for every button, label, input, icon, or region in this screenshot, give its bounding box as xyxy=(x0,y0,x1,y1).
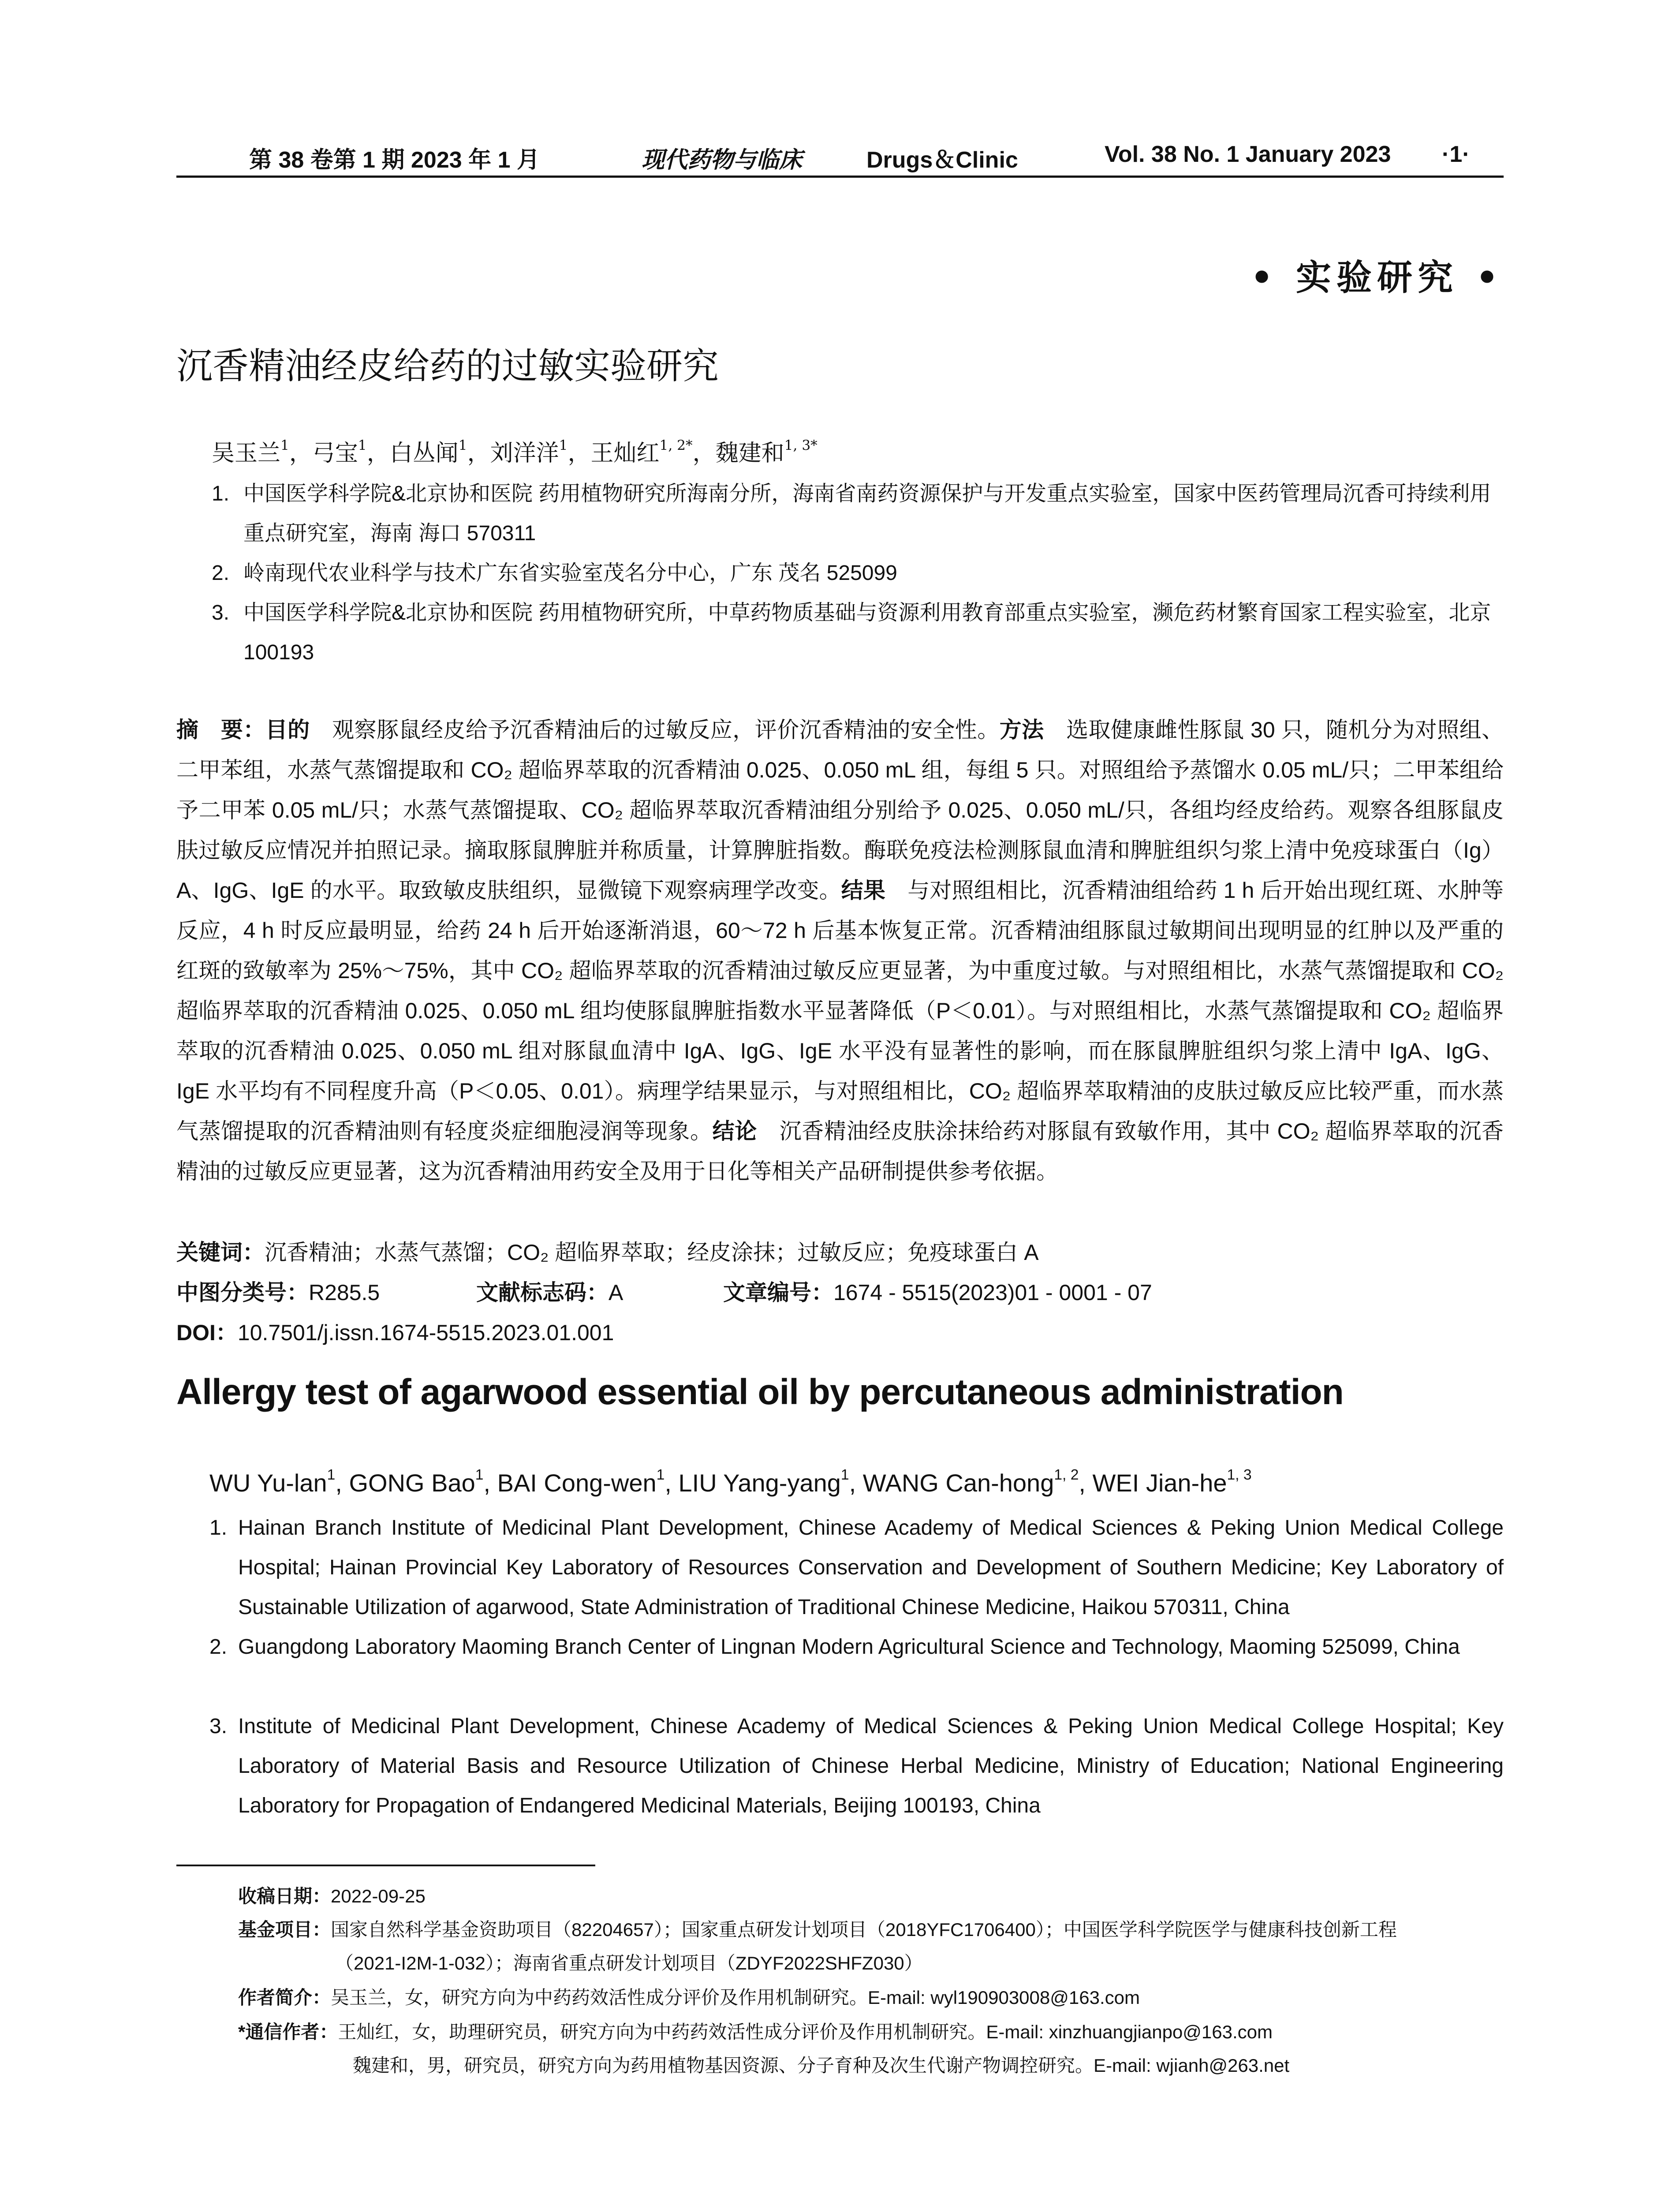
author-name: GONG Bao xyxy=(349,1469,475,1497)
author-affiliation-sup: 1 xyxy=(559,437,568,454)
affiliation-en-1 xyxy=(209,1508,1504,1627)
author-name: 魏建和 xyxy=(715,440,784,467)
author-affiliation-sup: 1 xyxy=(280,437,289,454)
affiliation-number: 1. xyxy=(209,1516,228,1540)
title-en: Allergy test of agarwood essential oil by percutaneous administration xyxy=(176,1372,1344,1412)
author-name: WANG Can-hong xyxy=(862,1469,1054,1497)
objective-label: 目的 xyxy=(265,718,310,742)
author-affiliation-sup: 1, 2 xyxy=(1054,1467,1079,1484)
footnote-fund xyxy=(238,1913,1397,1947)
author-affiliation-sup: 1 xyxy=(458,437,467,454)
authors-cn: 吴玉兰$^1$，弓宝$^1$，白丛闻$^1$，刘洋洋$^1$，王灿红$^{1, 2*}$，魏建和$^{1, 3*}$ xyxy=(212,437,818,467)
author-affiliation-sup: 1 xyxy=(656,1467,665,1484)
author-name: BAI Cong-wen xyxy=(497,1469,657,1497)
corresponding-text-1: 王灿红，女，助理研究员，研究方向为中药药效活性成分评价及作用机制研究。E-mail: xinzhuangjianpo@163.com xyxy=(338,2022,1273,2042)
conclusion-label: 结论 xyxy=(712,1119,757,1144)
affiliation-cn-3 xyxy=(212,593,1504,673)
author-affiliation-sup: 1, 2* xyxy=(659,437,693,454)
affiliation-number: 2. xyxy=(209,1635,228,1659)
affiliation-number: 3. xyxy=(209,1715,228,1738)
affiliation-text: 中国医学科学院&北京协和医院 药用植物研究所海南分所，海南省南药资源保护与开发重点实验室，国家中医药管理局沉香可持续利用重点研究室，海南 海口 570311 xyxy=(243,482,1491,545)
header-page-number: ·1· xyxy=(1442,142,1470,167)
received-date: 2022-09-25 xyxy=(331,1886,426,1906)
affiliation-cn-2 xyxy=(212,553,1504,593)
author-affiliation-sup: 1 xyxy=(327,1467,336,1484)
affiliation-number: 1. xyxy=(212,482,230,505)
doi-label: DOI： xyxy=(176,1320,238,1345)
clc-value: R285.5 xyxy=(309,1280,380,1305)
affiliation-en-3 xyxy=(209,1707,1504,1826)
header-issue-cn: 第 38 卷第 1 期 2023 年 1 月 xyxy=(249,147,540,173)
header-journal-en: Drugs＆Clinic xyxy=(866,147,1018,173)
author-name: WU Yu-lan xyxy=(209,1469,327,1497)
conclusion-text: 沉香精油经皮肤涂抹给药对豚鼠有致敏作用，其中 CO₂ 超临界萃取的沉香精油的过敏反应更显著，这为沉香精油用药安全及用于日化等相关产品研制提供参考依据。 xyxy=(176,1119,1504,1184)
footnote-fund-cont: （2021-I2M-1-032）；海南省重点研发计划项目（ZDYF2022SHFZ030） xyxy=(335,1953,923,1973)
footnote-rule xyxy=(176,1865,595,1866)
keywords xyxy=(176,1233,1504,1273)
affiliation-text: Guangdong Laboratory Maoming Branch Center of Lingnan Modern Agricultural Science and Technology, Maoming 525099, China xyxy=(238,1635,1460,1659)
author-name: 白丛闻 xyxy=(389,440,459,467)
author-name: 王灿红 xyxy=(590,440,660,467)
results-text: 与对照组相比，沉香精油组给药 1 h 后开始出现红斑、水肿等反应，4 h 时反应最明显，给药 24 h 后开始逐渐消退，60～72 h 后基本恢复正常。沉香精油组豚鼠过敏期间出现明显的红肿以及严重的红斑的致敏率为 25%～75%，其中 CO₂ 超临界萃取的沉香精油过敏反应更显著，为中重度过敏。与对照组相比，水蒸气蒸馏提取和 CO₂ 超临界萃取的沉香精油 0.025、0.050 mL 组均使豚鼠脾脏指数水平显著降低（P＜0.01）。与对照组相比，水蒸气蒸馏提取和 CO₂ 超临界萃取的沉香精油 0.025、0.050 mL 组对豚鼠血清中 IgA、IgG、IgE 水平没有显著性的影响，而在豚鼠脾脏组织匀浆上清中 IgA、IgG、IgE 水平均有不同程度升高（P＜0.05、0.01）。病理学结果显示，与对照组相比，CO₂ 超临界萃取精油的皮肤过敏反应比较严重，而水蒸气蒸馏提取的沉香精油则有轻度炎症细胞浸润等现象。 xyxy=(176,878,1504,1144)
affiliation-cn-1 xyxy=(212,474,1504,553)
affiliation-en-2 xyxy=(209,1627,1504,1667)
author-bio-label: 作者简介： xyxy=(238,1987,331,2008)
authors-en: WU Yu-lan$^1$, GONG Bao$^1$, BAI Cong-wen$^1$, LIU Yang-yang$^1$, WANG Can-hong$^{1, 2}$, WEI Jian-he$^{1, 3}$ xyxy=(209,1467,1252,1497)
doi-line xyxy=(176,1313,1504,1353)
abstract-label: 摘 要： xyxy=(176,718,265,742)
author-affiliation-sup: 1 xyxy=(358,437,367,454)
author-name: 弓宝 xyxy=(312,440,358,467)
affiliation-text: 岭南现代农业科学与技术广东省实验室茂名分中心，广东 茂名 525099 xyxy=(243,561,897,585)
author-affiliation-sup: 1 xyxy=(475,1467,484,1484)
author-bio-text: 吴玉兰，女，研究方向为中药药效活性成分评价及作用机制研究。E-mail: wyl190903008@163.com xyxy=(331,1987,1140,2008)
header-rule xyxy=(176,176,1504,178)
article-id-label: 文章编号： xyxy=(723,1280,833,1305)
corresponding-label: *通信作者： xyxy=(238,2022,338,2042)
footnote-author xyxy=(238,1981,1140,2014)
header-journal-cn: 现代药物与临床 xyxy=(642,146,803,173)
results-label: 结果 xyxy=(841,878,886,903)
author-name: 刘洋洋 xyxy=(490,440,559,467)
affiliation-text: Hainan Branch Institute of Medicinal Plant Development, Chinese Academy of Medical Sciences & Peking Union Medical College Hospital; Hainan Provincial Key Laboratory of Resources Conservation and Development of Southern Medicine; Key Laboratory of Sustainable Utilization of agarwood, State Administration of Traditional Chinese Medicine, Haikou 570311, China xyxy=(238,1516,1504,1619)
doc-code-label: 文献标志码： xyxy=(476,1280,609,1305)
received-label: 收稿日期： xyxy=(238,1886,331,1906)
doi-value[interactable]: 10.7501/j.issn.1674-5515.2023.01.001 xyxy=(237,1320,614,1345)
keywords-text: 沉香精油；水蒸气蒸馏；CO₂ 超临界萃取；经皮涂抹；过敏反应；免疫球蛋白 A xyxy=(265,1240,1039,1265)
author-name: LIU Yang-yang xyxy=(678,1469,841,1497)
objective-text: 观察豚鼠经皮给予沉香精油后的过敏反应，评价沉香精油的安全性。 xyxy=(332,718,1000,742)
article-id-value: 1674 - 5515(2023)01 - 0001 - 07 xyxy=(833,1280,1152,1305)
title-cn: 沉香精油经皮给药的过敏实验研究 xyxy=(176,345,719,387)
affiliation-number: 3. xyxy=(212,601,230,624)
author-affiliation-sup: 1 xyxy=(840,1467,849,1484)
methods-label: 方法 xyxy=(999,718,1044,742)
author-name: 吴玉兰 xyxy=(212,440,281,467)
footnote-corresponding xyxy=(238,2015,1273,2049)
methods-text: 选取健康雌性豚鼠 30 只，随机分为对照组、二甲苯组，水蒸气蒸馏提取和 CO₂ 超临界萃取的沉香精油 0.025、0.050 mL 组，每组 5 只。对照组给予蒸馏水 0.05 mL/只；二甲苯组给予二甲苯 0.05 mL/只；水蒸气蒸馏提取、CO₂ 超临界萃取沉香精油组分别给予 0.025、0.050 mL/只，各组均经皮给药。观察各组豚鼠皮肤过敏反应情况并拍照记录。摘取豚鼠脾脏并称质量，计算脾脏指数。酶联免疫法检测豚鼠血清和脾脏组织匀浆上清中免疫球蛋白（Ig）A、IgG、IgE 的水平。取致敏皮肤组织，显微镜下观察病理学改变。 xyxy=(176,718,1504,903)
section-tag: • 实验研究 • xyxy=(1251,257,1504,298)
fund-text-1: 国家自然科学基金资助项目（82204657）；国家重点研发计划项目（2018YFC1706400）；中国医学科学院医学与健康科技创新工程 xyxy=(331,1919,1397,1940)
header-issue-en: Vol. 38 No. 1 January 2023 xyxy=(1105,142,1391,167)
footnote-received xyxy=(238,1880,426,1913)
doc-code-value: A xyxy=(609,1280,623,1305)
clc-label: 中图分类号： xyxy=(176,1280,309,1305)
classification-line xyxy=(176,1273,1504,1313)
abstract xyxy=(176,710,1504,1192)
keywords-label: 关键词： xyxy=(176,1240,265,1265)
affiliation-text: 中国医学科学院&北京协和医院 药用植物研究所，中草药物质基础与资源利用教育部重点实验室，濒危药材繁育国家工程实验室，北京 100193 xyxy=(243,601,1491,664)
fund-label: 基金项目： xyxy=(238,1919,331,1940)
author-affiliation-sup: 1, 3* xyxy=(784,437,818,454)
affiliation-text: Institute of Medicinal Plant Development, Chinese Academy of Medical Sciences & Peking Union Medical College Hospital; Key Laboratory of Material Basis and Resource Utilization of Chinese Herbal Medicine, Ministry of Education; National Engineering Laboratory for Propagation of Endangered Medicinal Materials, Beijing 100193, China xyxy=(238,1715,1504,1817)
footnote-corresponding-2: 魏建和，男，研究员，研究方向为药用植物基因资源、分子育种及次生代谢产物调控研究。E-mail: wjianh@263.net xyxy=(353,2055,1290,2076)
affiliation-number: 2. xyxy=(212,561,230,585)
author-affiliation-sup: 1, 3 xyxy=(1227,1467,1252,1484)
author-name: WEI Jian-he xyxy=(1092,1469,1227,1497)
